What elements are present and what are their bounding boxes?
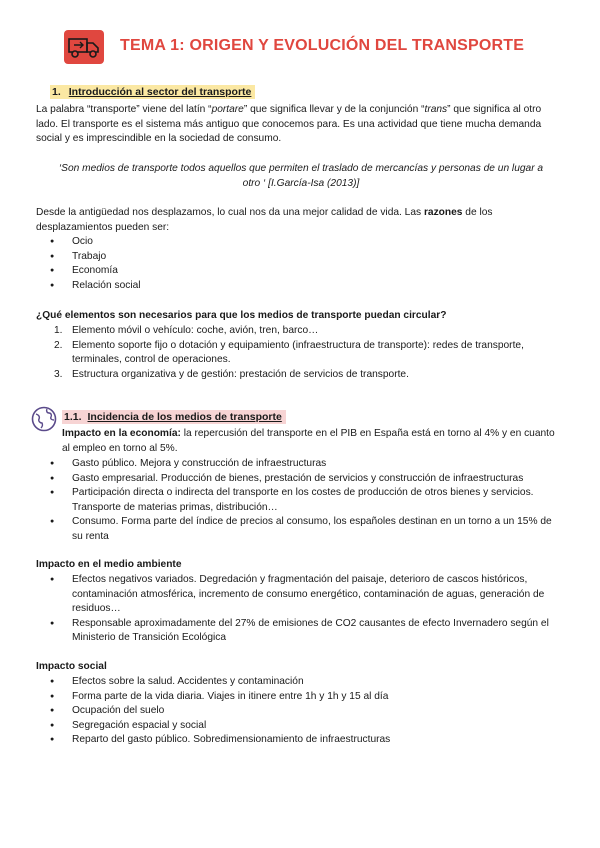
social-label: Impacto social xyxy=(36,661,107,672)
elements-question: ¿Qué elementos son necesarios para que los medios de transporte puedan circular? xyxy=(36,310,447,321)
economy-text: la repercusión del transporte en el PIB en España está en torno al 4% y en cuanto al empleo en torno al 5%. xyxy=(62,428,555,454)
list-number: 2. xyxy=(54,339,63,351)
list-item: ● Efectos sobre la salud. Accidentes y contaminación xyxy=(36,675,566,690)
quote-line-2: otro ‘ [I.García-Isa (2013)] xyxy=(242,177,360,189)
delivery-truck-icon xyxy=(64,30,104,64)
reasons-bold: razones xyxy=(423,207,463,218)
reasons-list xyxy=(36,235,556,293)
list-item: ● Responsable aproximadamente del 27% de emisiones de CO2 causantes de efecto Invernadero según el Ministerio de Transición Ecológica xyxy=(36,617,566,646)
intro-portare: portare xyxy=(211,104,244,115)
list-item xyxy=(36,368,566,383)
list-item: ● Relación social xyxy=(36,279,556,294)
economy-list xyxy=(36,457,556,545)
list-item: ● Gasto empresarial. Producción de bienes, prestación de servicios y construcción de infraestructuras xyxy=(36,472,556,487)
list-item: ● Segregación espacial y social xyxy=(36,719,566,734)
economy-paragraph xyxy=(62,427,562,456)
social-list xyxy=(36,675,566,748)
title-row xyxy=(64,30,584,64)
list-item: ● Forma parte de la vida diaria. Viajes in itinere entre 1h y 1h y 15 al día xyxy=(36,690,566,705)
section-1-heading xyxy=(50,86,255,98)
reasons-paragraph xyxy=(36,206,566,235)
list-item: ● Consumo. Forma parte del índice de precios al consumo, los españoles destinan en un torno a un 15% de su renta xyxy=(36,515,556,544)
list-item: ● Gasto público. Mejora y construcción de infraestructuras xyxy=(36,457,556,472)
list-item: ● Ocupación del suelo xyxy=(36,704,566,719)
globe-icon xyxy=(30,405,58,433)
list-number: 3. xyxy=(54,368,63,380)
section-1-number: 1. xyxy=(52,86,61,98)
intro-text-3: ” que significa al otro lado. El transporte es el sistema más antiguo que conocemos para. Es una actividad que tiene mucha demanda social y es imprescindible en la sociedad de consumo. xyxy=(36,104,542,145)
environment-list xyxy=(36,573,566,646)
intro-trans: trans xyxy=(424,104,448,115)
quote-line-1: ‘Son medios de transporte todos aquellos que permiten el traslado de mercancías y personas de un lugar a xyxy=(58,163,544,174)
list-item: ● Trabajo xyxy=(36,250,556,265)
page-title: TEMA 1: ORIGEN Y EVOLUCIÓN DEL TRANSPORTE xyxy=(120,37,525,54)
reasons-text-1: Desde la antigüedad nos desplazamos, lo cual nos da una mejor calidad de vida. Las xyxy=(36,207,424,218)
list-item: ● Economía xyxy=(36,264,556,279)
list-text: Estructura organizativa y de gestión: prestación de servicios de transporte. xyxy=(72,368,409,380)
list-item: ● Reparto del gasto público. Sobredimensionamiento de infraestructuras xyxy=(36,733,566,748)
intro-text-1: La palabra “transporte” viene del latín “ xyxy=(36,104,212,115)
section-1-1-title: Incidencia de los medios de transporte xyxy=(87,411,282,423)
intro-text-2: ” que significa llevar y de la conjunción “ xyxy=(243,104,425,115)
section-1-1-heading xyxy=(62,411,286,423)
definition-quote xyxy=(36,162,566,191)
elements-list xyxy=(36,324,566,382)
list-number: 1. xyxy=(54,325,63,336)
reasons-text-2: de los desplazamientos pueden ser: xyxy=(36,207,493,233)
environment-label: Impacto en el medio ambiente xyxy=(36,559,182,570)
intro-paragraph xyxy=(36,103,566,147)
list-text: Elemento soporte fijo o dotación y equipamiento (infraestructura de transporte): redes de transporte, terminales, control de operaciones. xyxy=(72,339,524,366)
list-text: Elemento móvil o vehículo: coche, avión, tren, barco… xyxy=(72,325,319,336)
list-item: ● Participación directa o indirecta del transporte en los costes de producción de otros bienes y servicios. Transporte de materias primas, distribución… xyxy=(36,486,556,515)
economy-label: Impacto en la economía: xyxy=(62,428,181,439)
section-1-1-number: 1.1. xyxy=(64,411,82,423)
list-item xyxy=(36,339,566,368)
list-item: ● Efectos negativos variados. Degredación y fragmentación del paisaje, deterioro de cascos históricos, contaminación atmosférica, incremento de consumo energético, contaminación de aguas, generación de residuos… xyxy=(36,573,566,617)
list-item xyxy=(36,324,566,339)
list-item: ● Ocio xyxy=(36,235,556,250)
section-1-title: Introducción al sector del transporte xyxy=(68,86,252,98)
